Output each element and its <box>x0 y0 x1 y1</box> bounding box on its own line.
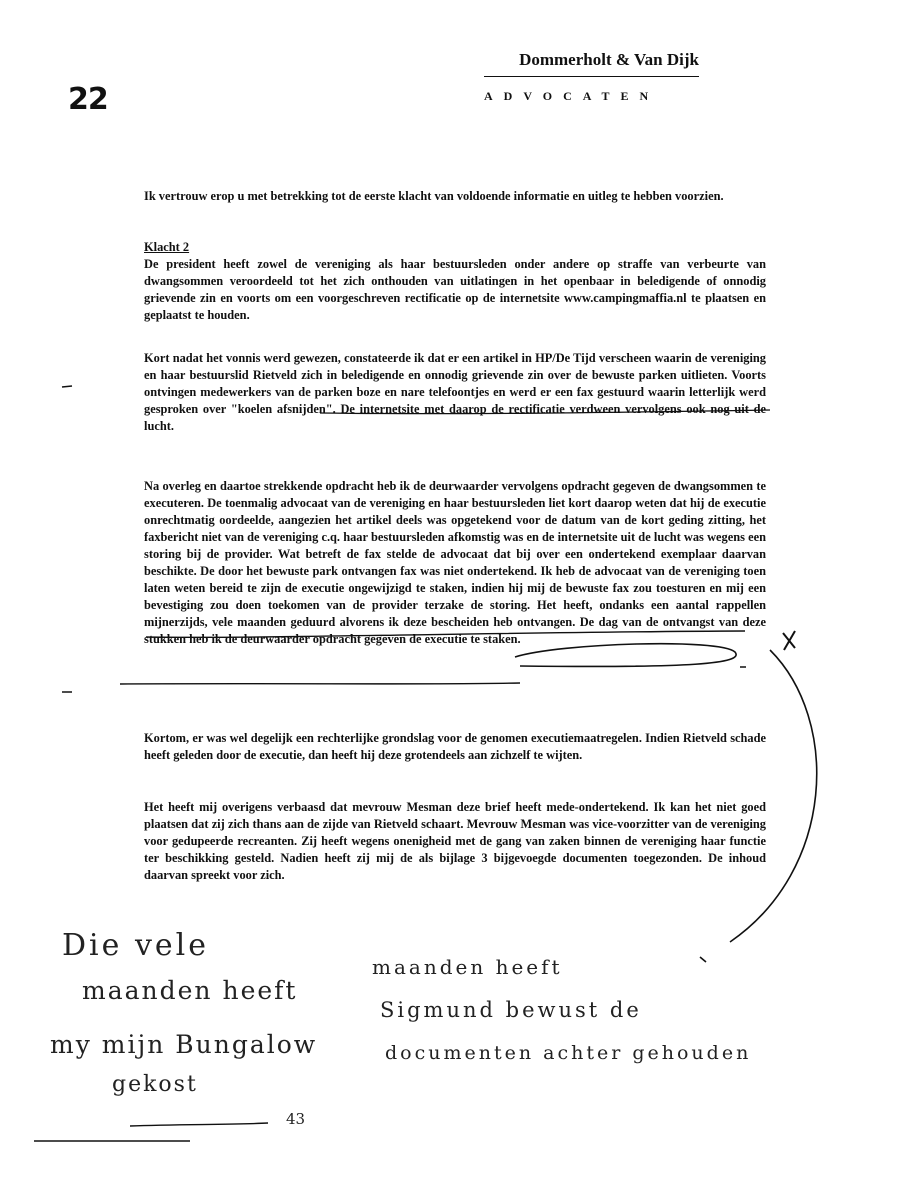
underline-stroke-2 <box>120 683 520 684</box>
margin-tick <box>700 957 706 962</box>
firm-name: Dommerholt & Van Dijk <box>519 50 699 69</box>
handwritten-rule-1 <box>130 1123 268 1126</box>
kortom-text: Kortom, er was wel degelijk een rechterlijke grondslag voor de genomen executiemaatregelen. Indien Rietveld schade heeft geleden door de executie, dan heeft hij deze grotendeels aan zichzelf te wijten. <box>144 731 766 762</box>
na-overleg-text: Na overleg en daartoe strekkende opdracht heb ik de deurwaarder vervolgens opdracht gegeven de dwangsommen te executeren. De toenmalig advocaat van de vereniging en haar bestuursleden liet kort daarop weten dat hij de executie onrechtmatig oordeelde, aangezien het artikel deels was opgetekend voor de datum van de kort geding zitting, het faxbericht niet van de vereniging c.q. haar bestuursleden afkomstig was en de internetsite uit de lucht was wegens een storing bij de provider. Wat betreft de fax stelde de advocaat dat bij over een ondertekend exemplaar daarvan beschikte. De door het bewuste park ontvangen fax was niet ondertekend. Ik heb de advocaat van de vereniging toen laten weten bereid te zijn de executie ongewijzigd te staken, indien hij mij de bewuste fax zou toesturen en mij een bevestiging zou doen toekomen van de provider terzake de storing. Het heeft, ondanks een aantal rappellen mijnerzijds, vele maanden geduurd alvorens ik deze bescheiden heb ontvangen. De dag van de ontvangst van deze stukken heb ik de deurwaarder opdracht gegeven de executie te staken. <box>144 479 766 646</box>
handwritten-bottom-number: 43 <box>286 1110 306 1128</box>
handwritten-note-right-1: maanden heeft <box>372 955 563 979</box>
handwritten-note-left-1: Die vele <box>62 928 209 963</box>
x-mark <box>783 631 795 650</box>
firm-subtitle: ADVOCATEN <box>484 89 660 103</box>
handwritten-note-left-2: maanden heeft <box>82 976 298 1005</box>
kort-nadat-text: Kort nadat het vonnis werd gewezen, constateerde ik dat er een artikel in HP/De Tijd verscheen waarin de vereniging en haar bestuurslid Rietveld zich in beledigende en onnodig grievende zin over de bewuste parken uitlieten. Voorts ontvingen medewerkers van de parken boze en nare telefoontjes en werd er een fax gestuurd waarin letterlijk werd gesproken over "koelen afsnijden". De internetsite met daarop de rectificatie verdween vervolgens ook nog uit de lucht. <box>144 351 766 433</box>
underline-stroke-1 <box>146 631 745 637</box>
circle-around-phrase <box>515 644 736 667</box>
margin-bracket-curve <box>730 650 817 942</box>
handwritten-note-right-3: documenten achter gehouden <box>385 1042 752 1064</box>
handwritten-page-number: 22 <box>68 82 108 117</box>
handwritten-note-right-2: Sigmund bewust de <box>380 998 642 1022</box>
intro-text: Ik vertrouw erop u met betrekking tot de eerste klacht van voldoende informatie en uitleg te hebben voorzien. <box>144 189 724 203</box>
margin-dash-1 <box>62 386 72 387</box>
handwritten-note-left-4: gekost <box>112 1072 198 1097</box>
klacht-text: De president heeft zowel de vereniging als haar bestuursleden onder andere op straffe van verbeurte van dwangsommen veroordeeld tot het zich onthouden van uitlatingen in het openbaar in beledigende of onnodig grievende zin en voorts om een voorgeschreven rectificatie op de internetsite www.campingmaffia.nl te plaatsen en geplaatst te houden. <box>144 257 766 322</box>
klacht-heading: Klacht 2 <box>144 240 190 254</box>
handwritten-note-left-3: my mijn Bungalow <box>50 1030 318 1059</box>
underline-stroke-3 <box>320 410 770 414</box>
mesman-text: Het heeft mij overigens verbaasd dat mevrouw Mesman deze brief heeft mede-ondertekend. Ik kan het niet goed plaatsen dat zij zich thans aan de zijde van Rietveld schaart. Mevrouw Mesman was vice-voorzitter van de vereniging voor gedupeerde recreanten. Zij heeft wegens onenigheid met de gang van zaken binnen de vereniging haar functie ter beschikking gesteld. Nadien heeft zij mij de als bijlage 3 bijgevoegde documenten toegezonden. De inhoud daarvan spreekt voor zich. <box>144 800 766 882</box>
